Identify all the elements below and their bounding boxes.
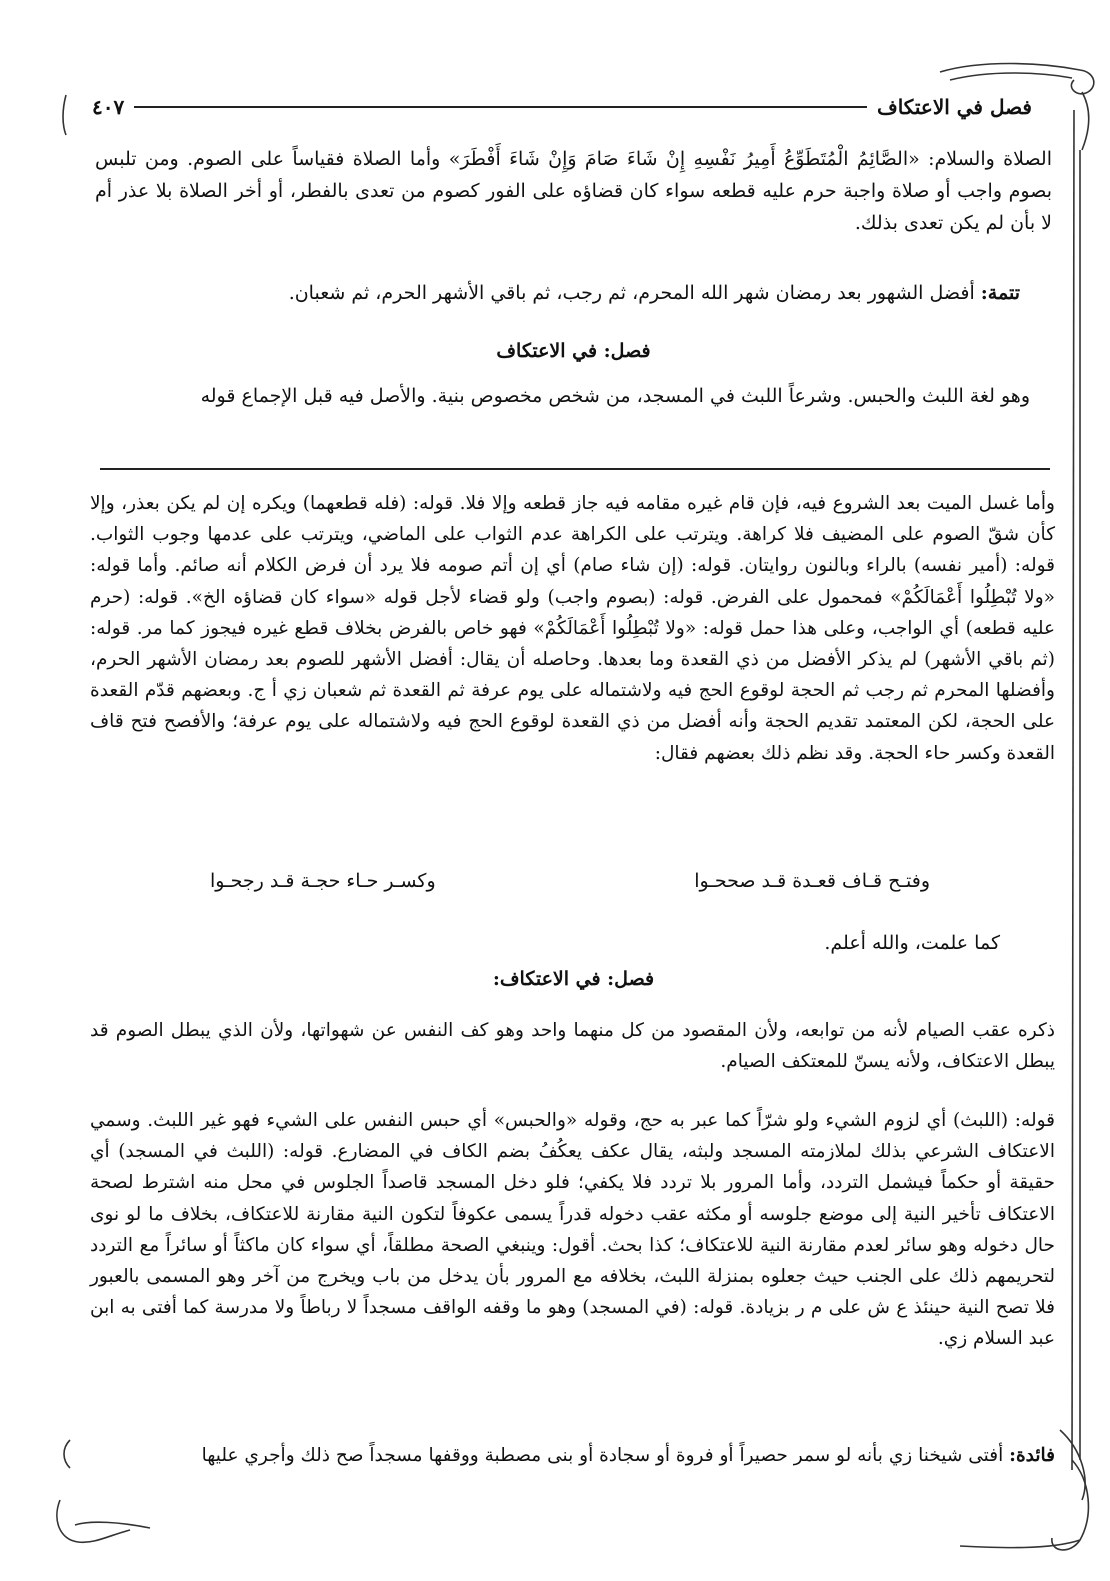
tatimma-label: تتمة:: [980, 282, 1020, 304]
verse-first-hemistich: وفتـح قـاف قعـدة قـد صححـوا: [694, 870, 930, 892]
commentary-text-1: وأما غسل الميت بعد الشروع فيه، فإن قام غيره مقامه فيه جاز قطعه وإلا فلا. قوله: (فله قطعهما) ويكره إن لم يكن بعذر، وإلا كأن شقّ الصوم على المضيف فلا كراهة. ويترتب على الكراهة عدم الثواب على الماضي، ويترتب على عدمها وجوب الثواب. قوله: (أمير نفسه) بالراء وبالنون روايتان. قوله: (إن شاء صام) أي إن أتم صومه فلا يرد أن فرض الكلام أنه صائم. وأما قوله: «ولا تُبْطِلُوا أَعْمَالَكُمْ» فمحمول على الفرض. قوله: (بصوم واجب) ولو قضاء لأجل قوله «سواء كان قضاؤه الخ». قوله: (حرم عليه قطعه) أي الواجب، وعلى هذا حمل قوله: «ولا تُبْطِلُوا أَعْمَالَكُمْ» فهو خاص بالفرض بخلاف قطع غيره فيجوز كما مر. قوله: (ثم باقي الأشهر) لم يذكر الأفضل من ذي القعدة وما بعدها. وحاصله أن يقال: أفضل الأشهر للصوم بعد رمضان الأشهر الحرم، وأفضلها المحرم ثم رجب ثم الحجة لوقوع الحج فيه ولاشتماله على يوم عرفة ثم القعدة ثم شعبان زي أ ج. وبعضهم قدّم القعدة على الحجة، لكن المعتمد تقديم الحجة وأنه أفضل من ذي القعدة لوقوع الحج فيه ولاشتماله على يوم عرفة؛ والأفصح فتح قاف القعدة وكسر حاء الحجة. وقد نظم ذلك بعضهم فقال:: [90, 493, 1055, 764]
poetry-verse: [210, 870, 930, 892]
commentary-paragraph-2: [90, 1015, 1055, 1077]
commentary-text-3: قوله: (اللبث) أي لزوم الشيء ولو شرّاً كما عبر به حج، وقوله «والحبس» أي حبس النفس على الشيء فهو غير اللبث. وسمي الاعتكاف الشرعي بذلك لملازمته المسجد ولبثه، يقال عكف يعكُفُ بضم الكاف في المضارع. قوله: (اللبث في المسجد) أي حقيقة أو حكماً فيشمل التردد، وأما المرور بلا تردد فلا يكفي؛ فلو دخل المسجد قاصداً الجلوس في محل منه اشترط لصحة الاعتكاف تأخير النية إلى موضع جلوسه أو مكثه عقب دخوله قدراً يسمى عكوفاً لتكون النية مقارنة للاعتكاف، بخلاف ما لو نوى حال دخوله وهو سائر لعدم مقارنة النية للاعتكاف؛ كذا بحث. أقول: وينبغي الصحة مطلقاً، أي سواء كان ماكثاً أو سائراً مع التردد لتحريمهم ذلك على الجنب حيث جعلوه بمنزلة اللبث، بخلافه مع المرور بأن يدخل من باب ويخرج من آخر وهو المسمى بالعبور فلا تصح النية حينئذ ع ش على م ر بزيادة. قوله: (في المسجد) وهو ما وقفه الواقف مسجداً لا رباطاً ولا مدرسة كما أفتى به ابن عبد السلام زي.: [90, 1110, 1055, 1350]
verse-second-hemistich: وكسـر حـاء حجـة قـد رجحـوا: [210, 870, 436, 892]
faida-label: فائدة:: [1009, 1445, 1055, 1466]
faida-text: أفتى شيخنا زي بأنه لو سمر حصيراً أو فروة أو سجادة أو بنى مصطبة ووقفها مسجداً صح ذلك وأجري عليها: [201, 1445, 1004, 1466]
closing-line: كما علمت، والله أعلم.: [824, 932, 1000, 954]
tatimma-note: [95, 277, 1020, 309]
footnote-divider: [100, 468, 1050, 470]
header-rule: [134, 106, 867, 108]
running-header: [92, 92, 1032, 122]
main-text-intro: [95, 143, 1052, 239]
intro-paragraph: الصلاة والسلام: «الصَّائِمُ الْمُتَطَوِّعُ أَمِيرُ نَفْسِهِ إِنْ شَاءَ صَامَ وَإِنْ شَاءَ أَفْطَرَ» وأما الصلاة فقياساً على الصوم. ومن تلبس بصوم واجب أو صلاة واجبة حرم عليه قطعه سواء كان قضاؤه على الفور كصوم من تعدى بالفطر، أو أخر الصلاة بلا عذر أم لا بأن لم يكن تعدى بذلك.: [95, 148, 1052, 234]
commentary-paragraph-1: [90, 488, 1055, 769]
section-intro: [95, 380, 1030, 412]
page-number: ٤٠٧: [92, 95, 125, 119]
faida-note: [90, 1440, 1055, 1471]
section-intro-text: وهو لغة اللبث والحبس. وشرعاً اللبث في المسجد، من شخص مخصوص بنية. والأصل فيه قبل الإجماع قوله: [200, 385, 1030, 407]
commentary-section-heading: فصل: في الاعتكاف:: [492, 968, 655, 990]
tatimma-text: أفضل الشهور بعد رمضان شهر الله المحرم، ثم رجب، ثم باقي الأشهر الحرم، ثم شعبان.: [288, 282, 975, 304]
header-chapter-title: فصل في الاعتكاف: [876, 95, 1032, 119]
commentary-paragraph-3: [90, 1105, 1055, 1355]
section-heading: فصل: في الاعتكاف: [496, 340, 651, 362]
commentary-text-2: ذكره عقب الصيام لأنه من توابعه، ولأن المقصود من كل منهما واحد وهو كف النفس عن شهواتها، ولأن الذي يبطل الصوم قد يبطل الاعتكاف، ولأنه يسنّ للمعتكف الصيام.: [90, 1020, 1055, 1073]
